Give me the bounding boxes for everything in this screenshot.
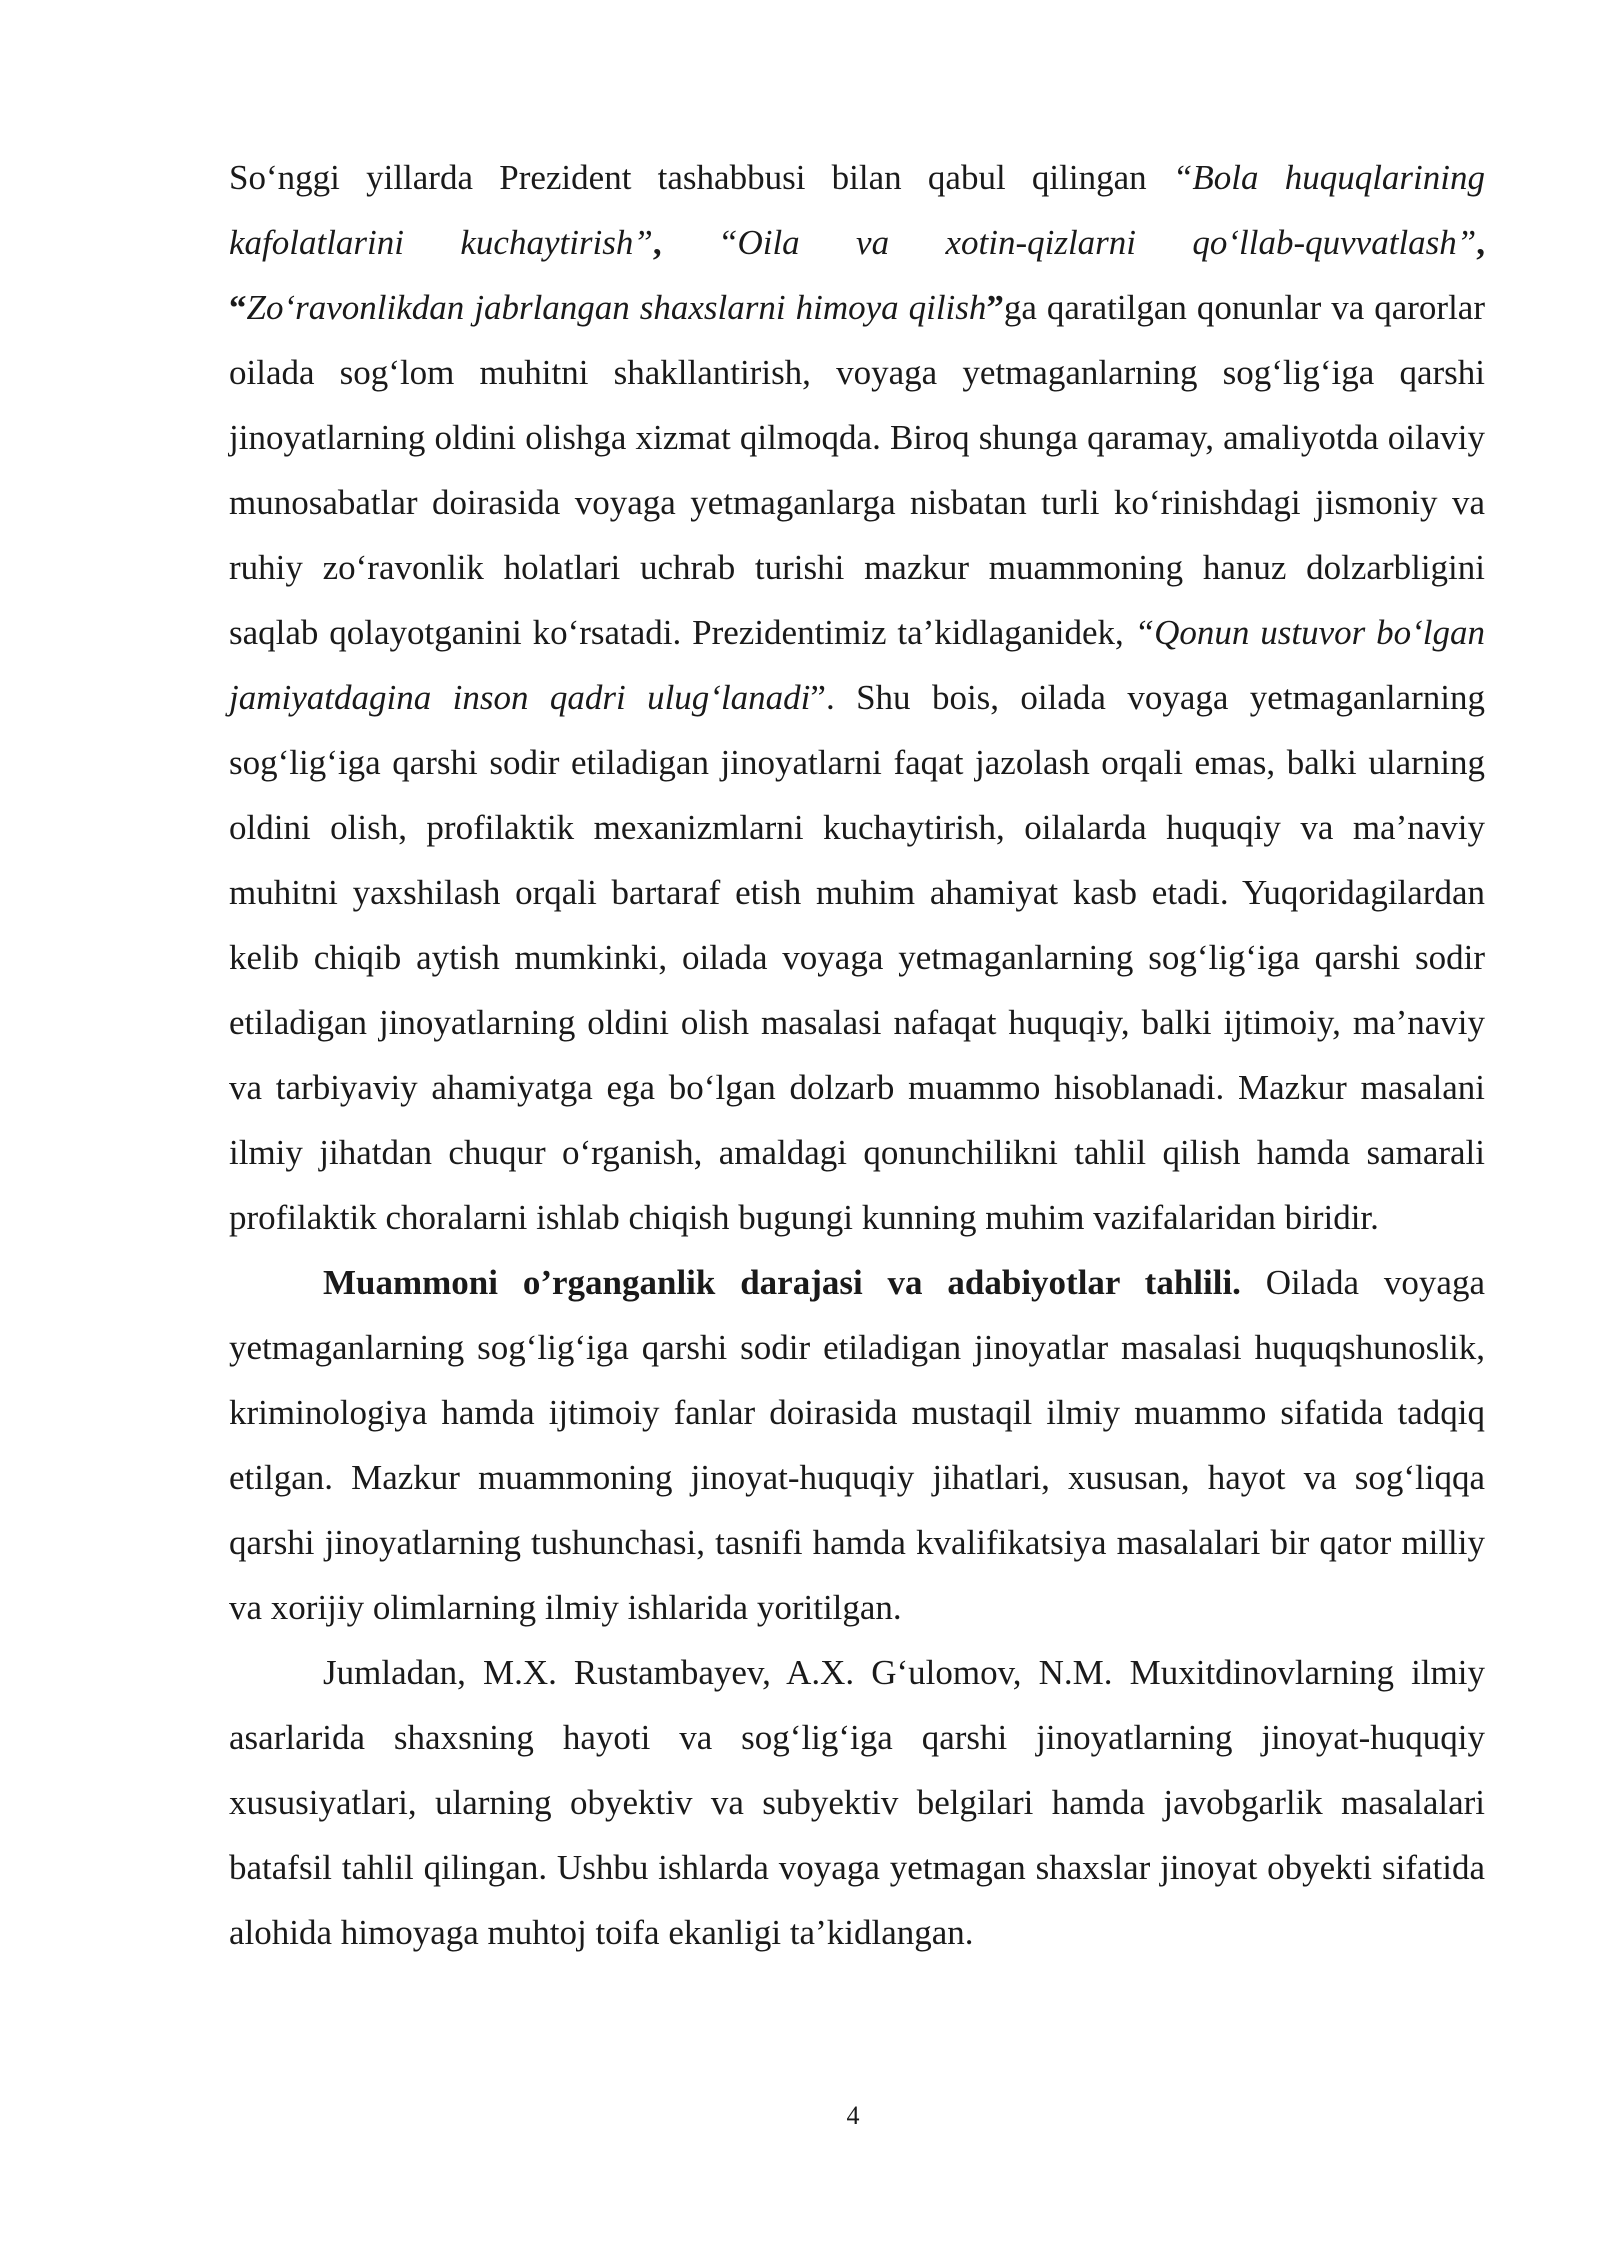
paragraph-scholars: [229, 1640, 1485, 1965]
punctuation: ,: [652, 223, 718, 262]
quoted-title-child-rights: “Bola huquqlarining kafolatlarini kuchaytirish”: [229, 158, 1485, 262]
paragraph-introduction: [229, 145, 1485, 1250]
document-page: [229, 145, 1485, 1965]
paragraph-literature-review: [229, 1250, 1485, 1640]
paragraph-text: Jumladan, M.X. Rustambayev, A.X. G‘ulomov, N.M. Muxitdinovlarning ilmiy asarlarida shaxsning hayoti va sog‘lig‘iga qarshi jinoyatlarning jinoyat-huquqiy xususiyatlari, ularning obyektiv va subyektiv belgilari hamda javobgarlik masalalari batafsil tahlil qilingan. Ushbu ishlarda voyaga yetmagan shaxslar jinoyat obyekti sifatida alohida himoyaga muhtoj toifa ekanligi ta’kidlangan.: [229, 1653, 1485, 1952]
paragraph-text: ga qaratilgan qonunlar va qarorlar oilada sog‘lom muhitni shakllantirish, voyaga yetmaganlarning sog‘lig‘iga qarshi jinoyatlarning oldini olishga xizmat qilmoqda. Biroq shunga qaramay, amaliyotda oilaviy munosabatlar doirasida voyaga yetmaganlarga nisbatan turli ko‘rinishdagi jismoniy va ruhiy zo‘ravonlik holatlari uchrab turishi mazkur muammoning hanuz dolzarbligini saqlab qolayotganini ko‘rsatadi. Prezidentimiz ta’kidlaganidek,: [229, 288, 1485, 652]
paragraph-text: So‘nggi yillarda Prezident tashabbusi bilan qabul qilingan: [229, 158, 1173, 197]
quote-mark: ”: [986, 288, 1004, 327]
punctuation: ,: [1476, 223, 1485, 262]
section-heading: Muammoni o’rganganlik darajasi va adabiyotlar tahlili.: [323, 1263, 1241, 1302]
president-quote: “Qonun ustuvor bo‘lgan jamiyatdagina inson qadri ulug‘lanadi: [229, 613, 1485, 717]
quote-mark: “: [229, 288, 247, 327]
paragraph-text: ”. Shu bois, oilada voyaga yetmaganlarning sog‘lig‘iga qarshi sodir etiladigan jinoyatlarni faqat jazolash orqali emas, balki ularning oldini olish, profilaktik mexanizmlarni kuchaytirish, oilalarda huquqiy va ma’naviy muhitni yaxshilash orqali bartaraf etish muhim ahamiyat kasb etadi. Yuqoridagilardan kelib chiqib aytish mumkinki, oilada voyaga yetmaganlarning sog‘lig‘iga qarshi sodir etiladigan jinoyatlarning oldini olish masalasi nafaqat huquqiy, balki ijtimoiy, ma’naviy va tarbiyaviy ahamiyatga ega bo‘lgan dolzarb muammo hisoblanadi. Mazkur masalani ilmiy jihatdan chuqur o‘rganish, amaldagi qonunchilikni tahlil qilish hamda samarali profilaktik choralarni ishlab chiqish bugungi kunning muhim vazifalaridan biridir.: [229, 678, 1485, 1237]
page-number: 4: [846, 2101, 860, 2130]
quoted-title-violence-victims: Zo‘ravonlikdan jabrlangan shaxslarni himoya qilish: [246, 288, 987, 327]
paragraph-text: Oilada voyaga yetmaganlarning sog‘lig‘iga qarshi sodir etiladigan jinoyatlar masalasi huquqshunoslik, kriminologiya hamda ijtimoiy fanlar doirasida mustaqil ilmiy muammo sifatida tadqiq etilgan. Mazkur muammoning jinoyat-huquqiy jihatlari, xususan, hayot va sog‘liqqa qarshi jinoyatlarning tushunchasi, tasnifi hamda kvalifikatsiya masalalari bir qator milliy va xorijiy olimlarning ilmiy ishlarida yoritilgan.: [229, 1263, 1485, 1627]
quoted-title-family-support: “Oila va xotin-qizlarni qo‘llab-quvvatlash”: [717, 223, 1477, 262]
